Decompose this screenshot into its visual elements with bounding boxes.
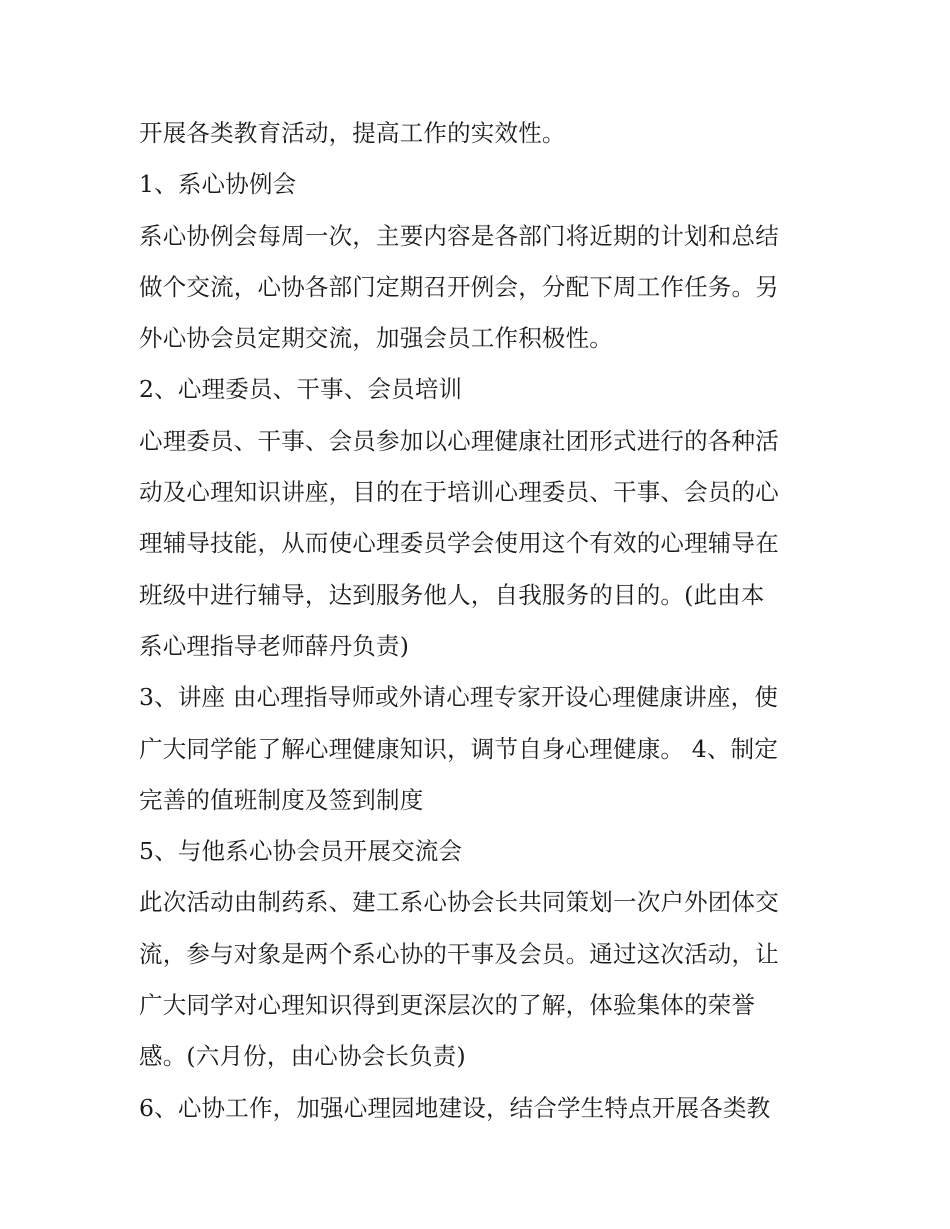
text-line: 感。(六月份，由心协会长负责) (139, 1042, 466, 1071)
text-line: 流，参与对象是两个系心协的干事及会员。通过这次活动，让 (139, 939, 779, 968)
text-body (139, 108, 829, 1134)
text-line: 广大同学对心理知识得到更深层次的了解，体验集体的荣誉 (139, 991, 756, 1020)
text-line: 心理委员、干事、会员参加以心理健康社团形式进行的各种活 (139, 426, 779, 455)
section-heading: 5、与他系心协会员开展交流会 (139, 837, 463, 866)
text-line: 理辅导技能，从而使心理委员学会使用这个有效的心理辅导在 (139, 529, 779, 558)
text-line: 此次活动由制药系、建工系心协会长共同策划一次户外团体交 (139, 888, 779, 917)
text-line: 系心理指导老师薛丹负责) (139, 631, 410, 660)
section-heading: 1、系心协例会 (139, 170, 297, 199)
section-heading: 6、心协工作，加强心理园地建设，结合学生特点开展各类教 (139, 1093, 771, 1122)
text-line: 开展各类教育活动，提高工作的实效性。 (139, 119, 566, 147)
section-heading: 3、讲座 由心理指导师或外请心理专家开设心理健康讲座，使 (139, 683, 779, 712)
section-heading: 2、心理委员、干事、会员培训 (139, 375, 463, 404)
text-line: 做个交流，心协各部门定期召开例会，分配下周工作任务。另 (139, 272, 779, 301)
text-line: 广大同学能了解心理健康知识，调节自身心理健康。 4、制定 (139, 734, 779, 763)
text-line: 班级中进行辅导，达到服务他人，自我服务的目的。(此由本 (139, 580, 765, 609)
text-line: 动及心理知识讲座，目的在于培训心理委员、干事、会员的心 (139, 478, 779, 507)
text-line: 系心协例会每周一次，主要内容是各部门将近期的计划和总结 (139, 221, 779, 250)
text-line: 外心协会员定期交流，加强会员工作积极性。 (139, 324, 613, 353)
text-line: 完善的值班制度及签到制度 (139, 785, 424, 814)
